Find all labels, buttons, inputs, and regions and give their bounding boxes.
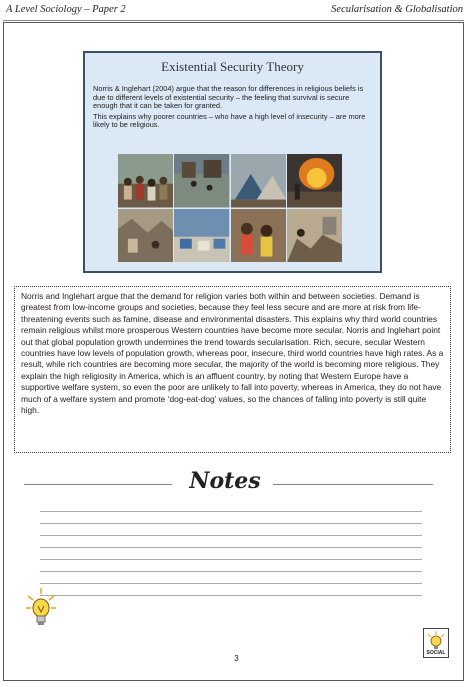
photo-collage (118, 154, 342, 262)
photo-tent (231, 154, 286, 208)
photo-children (231, 209, 286, 263)
note-line (40, 523, 422, 524)
header-left: A Level Sociology – Paper 2 (6, 4, 126, 15)
slide-paragraph: Norris & Inglehart (2004) argue that the reason for differences in religious beliefs is due to different levels of existential security – the feeling that survival is secure enough that it can be taken for granted. (93, 84, 364, 111)
note-line (40, 547, 422, 548)
notes-rule-left (24, 484, 172, 485)
slide-body (93, 85, 370, 132)
photo-fire (287, 154, 342, 208)
photo-camp (174, 209, 229, 263)
photo-crowd (118, 154, 173, 208)
main-text: Norris and Inglehart argue that the demand for religion varies both within and between societies. Demand is greatest from low-income groups and societies, because they feel less secure and are more at risk from life-threatening events such as famine, disease and environmental disasters. This explains why third world countries remain religious whilst more prosperous Western countries have become more secular. Norris and Inglehart point out that global population growth undermines the trend towards secularisation. Rich, secure, secular Western countries have low levels of population growth, whereas poor, insecure, third world countries have high rates. As a result, while rich countries are becoming more secular, the majority of the world is becoming more religious. They explain the high religiosity in America, which is an affluent country, by noting that Western Europe have a supportive welfare system, so even the poor are unlikely to fall into poverty, whereas in America, they do not have much of a welfare system and promote ‘dog-eat-dog’ values, so the chances of falling into poverty is still quite high. (14, 286, 451, 453)
logo-text: SOCIAL (426, 650, 446, 656)
photo-ruins (118, 209, 173, 263)
notes-rule-right (273, 484, 433, 485)
photo-disaster (287, 209, 342, 263)
slide-paragraph: This explains why poorer countries – who have a high level of insecurity – are more likely to be religious. (93, 111, 366, 130)
notes-title: Notes (189, 468, 261, 494)
note-line (40, 535, 422, 536)
header-right: Secularisation & Globalisation (331, 4, 463, 15)
lightbulb-icon (24, 586, 58, 630)
note-line (40, 571, 422, 572)
note-line (40, 583, 422, 584)
slide-title: Existential Security Theory (161, 59, 304, 74)
header-divider (3, 20, 464, 21)
page-number: 3 (234, 654, 239, 663)
photo-flood (174, 154, 229, 208)
note-line (40, 595, 422, 596)
note-line (40, 511, 422, 512)
note-line (40, 559, 422, 560)
